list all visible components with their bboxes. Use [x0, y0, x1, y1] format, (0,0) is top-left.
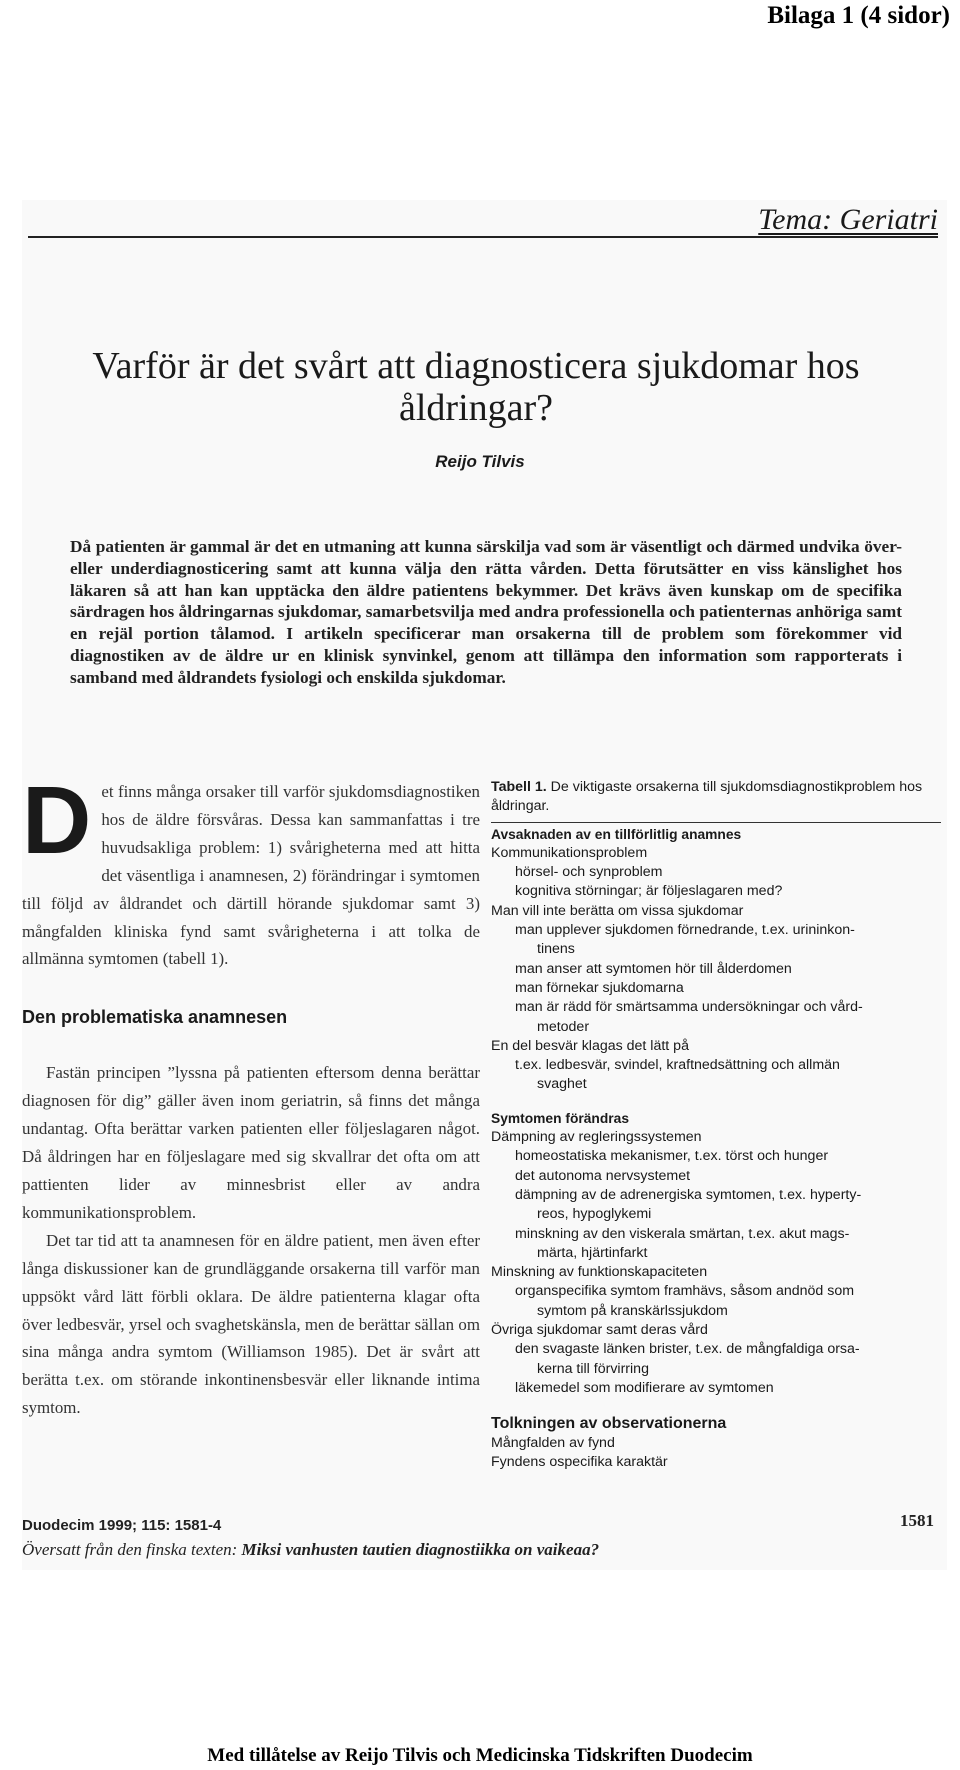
table-row: Kommunikationsproblem [491, 844, 648, 861]
article-author: Reijo Tilvis [435, 452, 525, 471]
table-row: kognitiva störningar; är följeslagaren med? [515, 883, 783, 900]
translation-prefix: Översatt från den finska texten: [22, 1540, 238, 1559]
table-row: det autonoma nervsystemet [515, 1167, 691, 1184]
table-label: Tabell 1. [491, 779, 547, 795]
table-row: organspecifika symtom framhävs, såsom andnöd som [515, 1283, 855, 1300]
table-group-heading: Tolkningen av observationerna [491, 1415, 727, 1433]
table-row: man är rädd för smärtsamma undersökningar och vård- [515, 999, 863, 1016]
table-row: den svagaste länken brister, t.ex. de mångfaldiga orsa- [515, 1341, 860, 1358]
intro-text: et finns många orsaker till varför sjukdomsdiagnostiken hos de äldre försvåras. Dessa kan sammanfattas i tre huvudsakliga problem: 1) svårigheterna med att hitta det väsentliga i anamnesen, 2) förändringar i symtomen till följd av åldrandet och därtill hörande sjukdomar samt 3) mångfalden kliniska fynd samt svårigheterna i att tolka de allmänna symtomen (tabell 1). [22, 782, 480, 969]
table-rule [491, 822, 941, 823]
table-row: symtom på kranskärlssjukdom [537, 1302, 728, 1319]
table-row: Mångfalden av fynd [491, 1434, 615, 1451]
body-paragraph-2: Det tar tid att ta anamnesen för en äldre patient, men även efter långa diskussioner kan de grundläggande orsakerna till varför man uppsökt vård lätt förbli oklara. De äldre patienterna klagar ofta över ledbesvär, yrsel och svaghetskänsla, men de berättar sällan om sina många andra symtom (Williamson 1985). Det är svårt att berätta t.ex. om störande inkontinensbesvär eller liknande intima symtom. [22, 1230, 480, 1418]
table-row: tinens [537, 941, 575, 958]
table-row: reos, hypoglykemi [537, 1206, 652, 1223]
table-row: En del besvär klagas det lätt på [491, 1037, 689, 1054]
table-row: dämpning av de adrenergiska symtomen, t.ex. hyperty- [515, 1186, 862, 1203]
table-row: Fyndens ospecifika karaktär [491, 1453, 668, 1470]
article-title: Varför är det svårt att diagnosticera sjukdomar hos åldringar? [92, 345, 860, 429]
table-row: t.ex. ledbesvär, svindel, kraftnedsättning och allmän [515, 1057, 840, 1074]
table-row: man upplever sjukdomen förnedrande, t.ex. urininkon- [515, 922, 855, 939]
table-row: man förnekar sjukdomarna [515, 979, 684, 996]
table-row: hörsel- och synproblem [515, 864, 663, 881]
drop-cap: D [22, 767, 92, 874]
section-heading: Den problematiska anamnesen [22, 1007, 288, 1028]
table-row: minskning av den viskerala smärtan, t.ex. akut mags- [515, 1225, 850, 1242]
table-row: homeostatiska mekanismer, t.ex. törst och hunger [515, 1148, 829, 1165]
table-row: Dämpning av regleringssystemen [491, 1129, 702, 1146]
table-row: kerna till förvirring [537, 1360, 649, 1377]
table-row: läkemedel som modifierare av symtomen [515, 1379, 774, 1396]
article-lead: Då patienten är gammal är det en utmaning att kunna särskilja vad som är väsentligt och därmed undvika över- eller underdiagnosticering samt att kunna välja den rätta vården. Detta förutsätter en viss känslighet hos läkaren så att han kan upptäcka den äldre patientens bekymmer. Det krävs även kunskap om de specifika särdragen hos åldringarnas sjukdomar, samarbetsvilja med andra professionella och patienternas anhöriga samt en rejäl portion tålamod. I artikeln specificerar man orsakerna till de problem som förekommer vid diagnostiken av de äldre ur en klinisk synvinkel, genom att tillämpa den information som rapporterats i samband med åldrandets fysiologi och enskilda sjukdomar. [70, 537, 902, 687]
table-caption-text: De viktigaste orsakerna till sjukdomsdiagnostikproblem hos åldringar. [491, 779, 923, 815]
table-row: Övriga sjukdomar samt deras vård [491, 1322, 708, 1339]
translation-title: Miksi vanhusten tautien diagnostiikka on vaikeaa? [241, 1540, 600, 1559]
body-paragraph-1: Fastän principen ”lyssna på patienten eftersom denna berättar diagnosen för dig” gäller även inom geriatrin, så finns det många undantag. Ofta berättar varken patienten eller följeslagaren något. Då åldringen har en följeslagare med sig skvallrar det ofta om att pattienten lider av minnesbrist eller av andra kommunikationsproblem. [22, 1063, 480, 1222]
table-row: Minskning av funktionskapaciteten [491, 1264, 708, 1281]
journal-citation: Duodecim 1999; 115: 1581-4 [22, 1517, 222, 1534]
table-group-heading: Symtomen förändras [491, 1110, 630, 1126]
table-row: metoder [537, 1018, 590, 1035]
table-group-heading: Avsaknaden av en tillförlitlig anamnes [491, 826, 742, 842]
permission-note: Med tillåtelse av Reijo Tilvis och Medicinska Tidskriften Duodecim [207, 1745, 753, 1766]
table-caption [491, 778, 941, 817]
page-number: 1581 [900, 1511, 934, 1530]
article-body [22, 767, 480, 1422]
table-1 [491, 778, 941, 1472]
translation-note [22, 1540, 599, 1560]
table-groups [491, 825, 941, 1473]
theme-heading: Tema: Geriatri [758, 203, 938, 236]
appendix-label: Bilaga 1 (4 sidor) [767, 2, 950, 29]
table-row: man anser att symtomen hör till ålderdomen [515, 960, 792, 977]
table-row: Man vill inte berätta om vissa sjukdomar [491, 902, 744, 919]
table-row: märta, hjärtinfarkt [537, 1244, 648, 1261]
intro-paragraph [22, 767, 480, 973]
table-row: svaghet [537, 1076, 587, 1093]
